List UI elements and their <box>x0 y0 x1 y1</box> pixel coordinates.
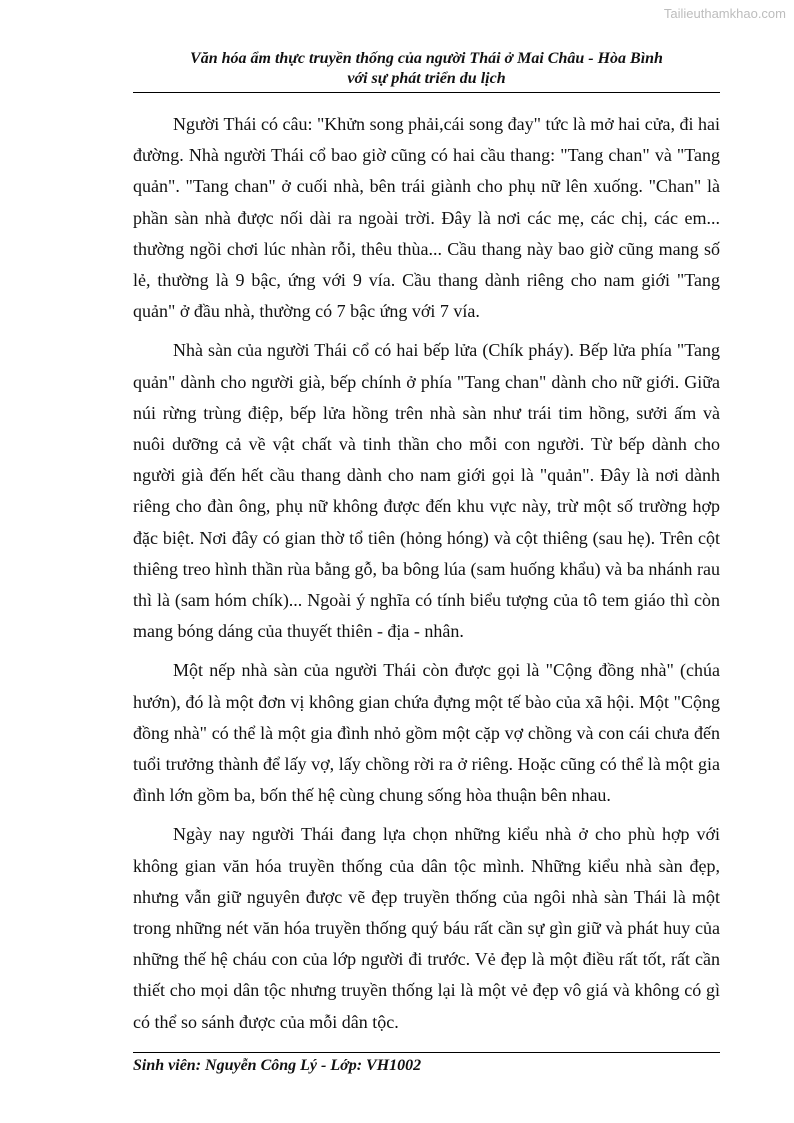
header-divider <box>133 92 720 93</box>
paragraph-2: Nhà sàn của người Thái cổ có hai bếp lửa (Chík pháy). Bếp lửa phía "Tang quản" dành cho người già, bếp chính ở phía "Tang chan" dành cho nữ giới. Giữa núi rừng trùng điệp, bếp lửa hồng trên nhà sàn như trái tim hồng, sưởi ấm và nuôi dưỡng cả về vật chất và tinh thần cho mỗi con người. Từ bếp dành cho người già đến hết cầu thang dành cho nam giới gọi là "quản". Đây là nơi dành riêng cho đàn ông, phụ nữ không được đến khu vực này, trừ một số trường hợp đặc biệt. Nơi đây có gian thờ tổ tiên (hỏng hóng) và cột thiêng (sau hẹ). Trên cột thiêng treo hình thần rùa bằng gỗ, ba bông lúa (sam huống khẩu) và ba nhánh rau thì là (sam hóm chík)... Ngoài ý nghĩa có tính biểu tượng của tô tem giáo thì còn mang bóng dáng của thuyết thiên - địa - nhân. <box>133 340 720 642</box>
paragraph-1: Người Thái có câu: "Khửn song phải,cái song đay" tức là mở hai cửa, đi hai đường. Nhà người Thái cổ bao giờ cũng có hai cầu thang: "Tang chan" và "Tang quản". "Tang chan" ở cuối nhà, bên trái giành cho phụ nữ lên xuống. "Chan" là phần sàn nhà được nối dài ra ngoài trời. Đây là nơi các mẹ, các chị, các em... thường ngồi chơi lúc nhàn rỗi, thêu thùa... Cầu thang này bao giờ cũng mang số lẻ, thường là 9 bậc, ứng với 9 vía. Cầu thang dành riêng cho nam giới "Tang quản" ở đầu nhà, thường có 7 bậc ứng với 7 vía. <box>133 114 720 322</box>
header-title-line-2: với sự phát triển du lịch <box>347 70 506 87</box>
header-title-line-1: Văn hóa ẩm thực truyền thống của người Thái ở Mai Châu - Hòa Bình <box>190 50 663 67</box>
footer-divider <box>133 1052 720 1053</box>
paragraph-4: Ngày nay người Thái đang lựa chọn những kiểu nhà ở cho phù hợp với không gian văn hóa truyền thống của dân tộc mình. Những kiểu nhà sàn đẹp, nhưng vẫn giữ nguyên được vẽ đẹp truyền thống của ngôi nhà sàn Thái là một trong những nét văn hóa truyền thống quý báu rất cần sự gìn giữ và phát huy của những thế hệ cháu con của lớp người đi trước. Vẻ đẹp là một điều rất tốt, rất cần thiết cho mọi dân tộc nhưng truyền thống lại là một vẻ đẹp vô giá và không có gì có thể so sánh được của mỗi dân tộc. <box>133 824 720 1032</box>
running-header <box>133 49 720 89</box>
watermark: Tailieuthamkhao.com <box>663 6 786 21</box>
document-body <box>133 109 720 1046</box>
paragraph-3: Một nếp nhà sàn của người Thái còn được gọi là "Cộng đồng nhà" (chúa hướn), đó là một đơn vị không gian chứa đựng một tế bào của xã hội. Một "Cộng đồng nhà" có thể là một gia đình nhỏ gồm một cặp vợ chồng và con cái chưa đến tuổi trưởng thành để lấy vợ, lấy chồng rời ra ở riêng. Hoặc cũng có thể là một gia đình lớn gồm ba, bốn thế hệ cùng chung sống hòa thuận bên nhau. <box>133 660 720 806</box>
footer-author: Sinh viên: Nguyễn Công Lý - Lớp: VH1002 <box>133 1057 422 1074</box>
